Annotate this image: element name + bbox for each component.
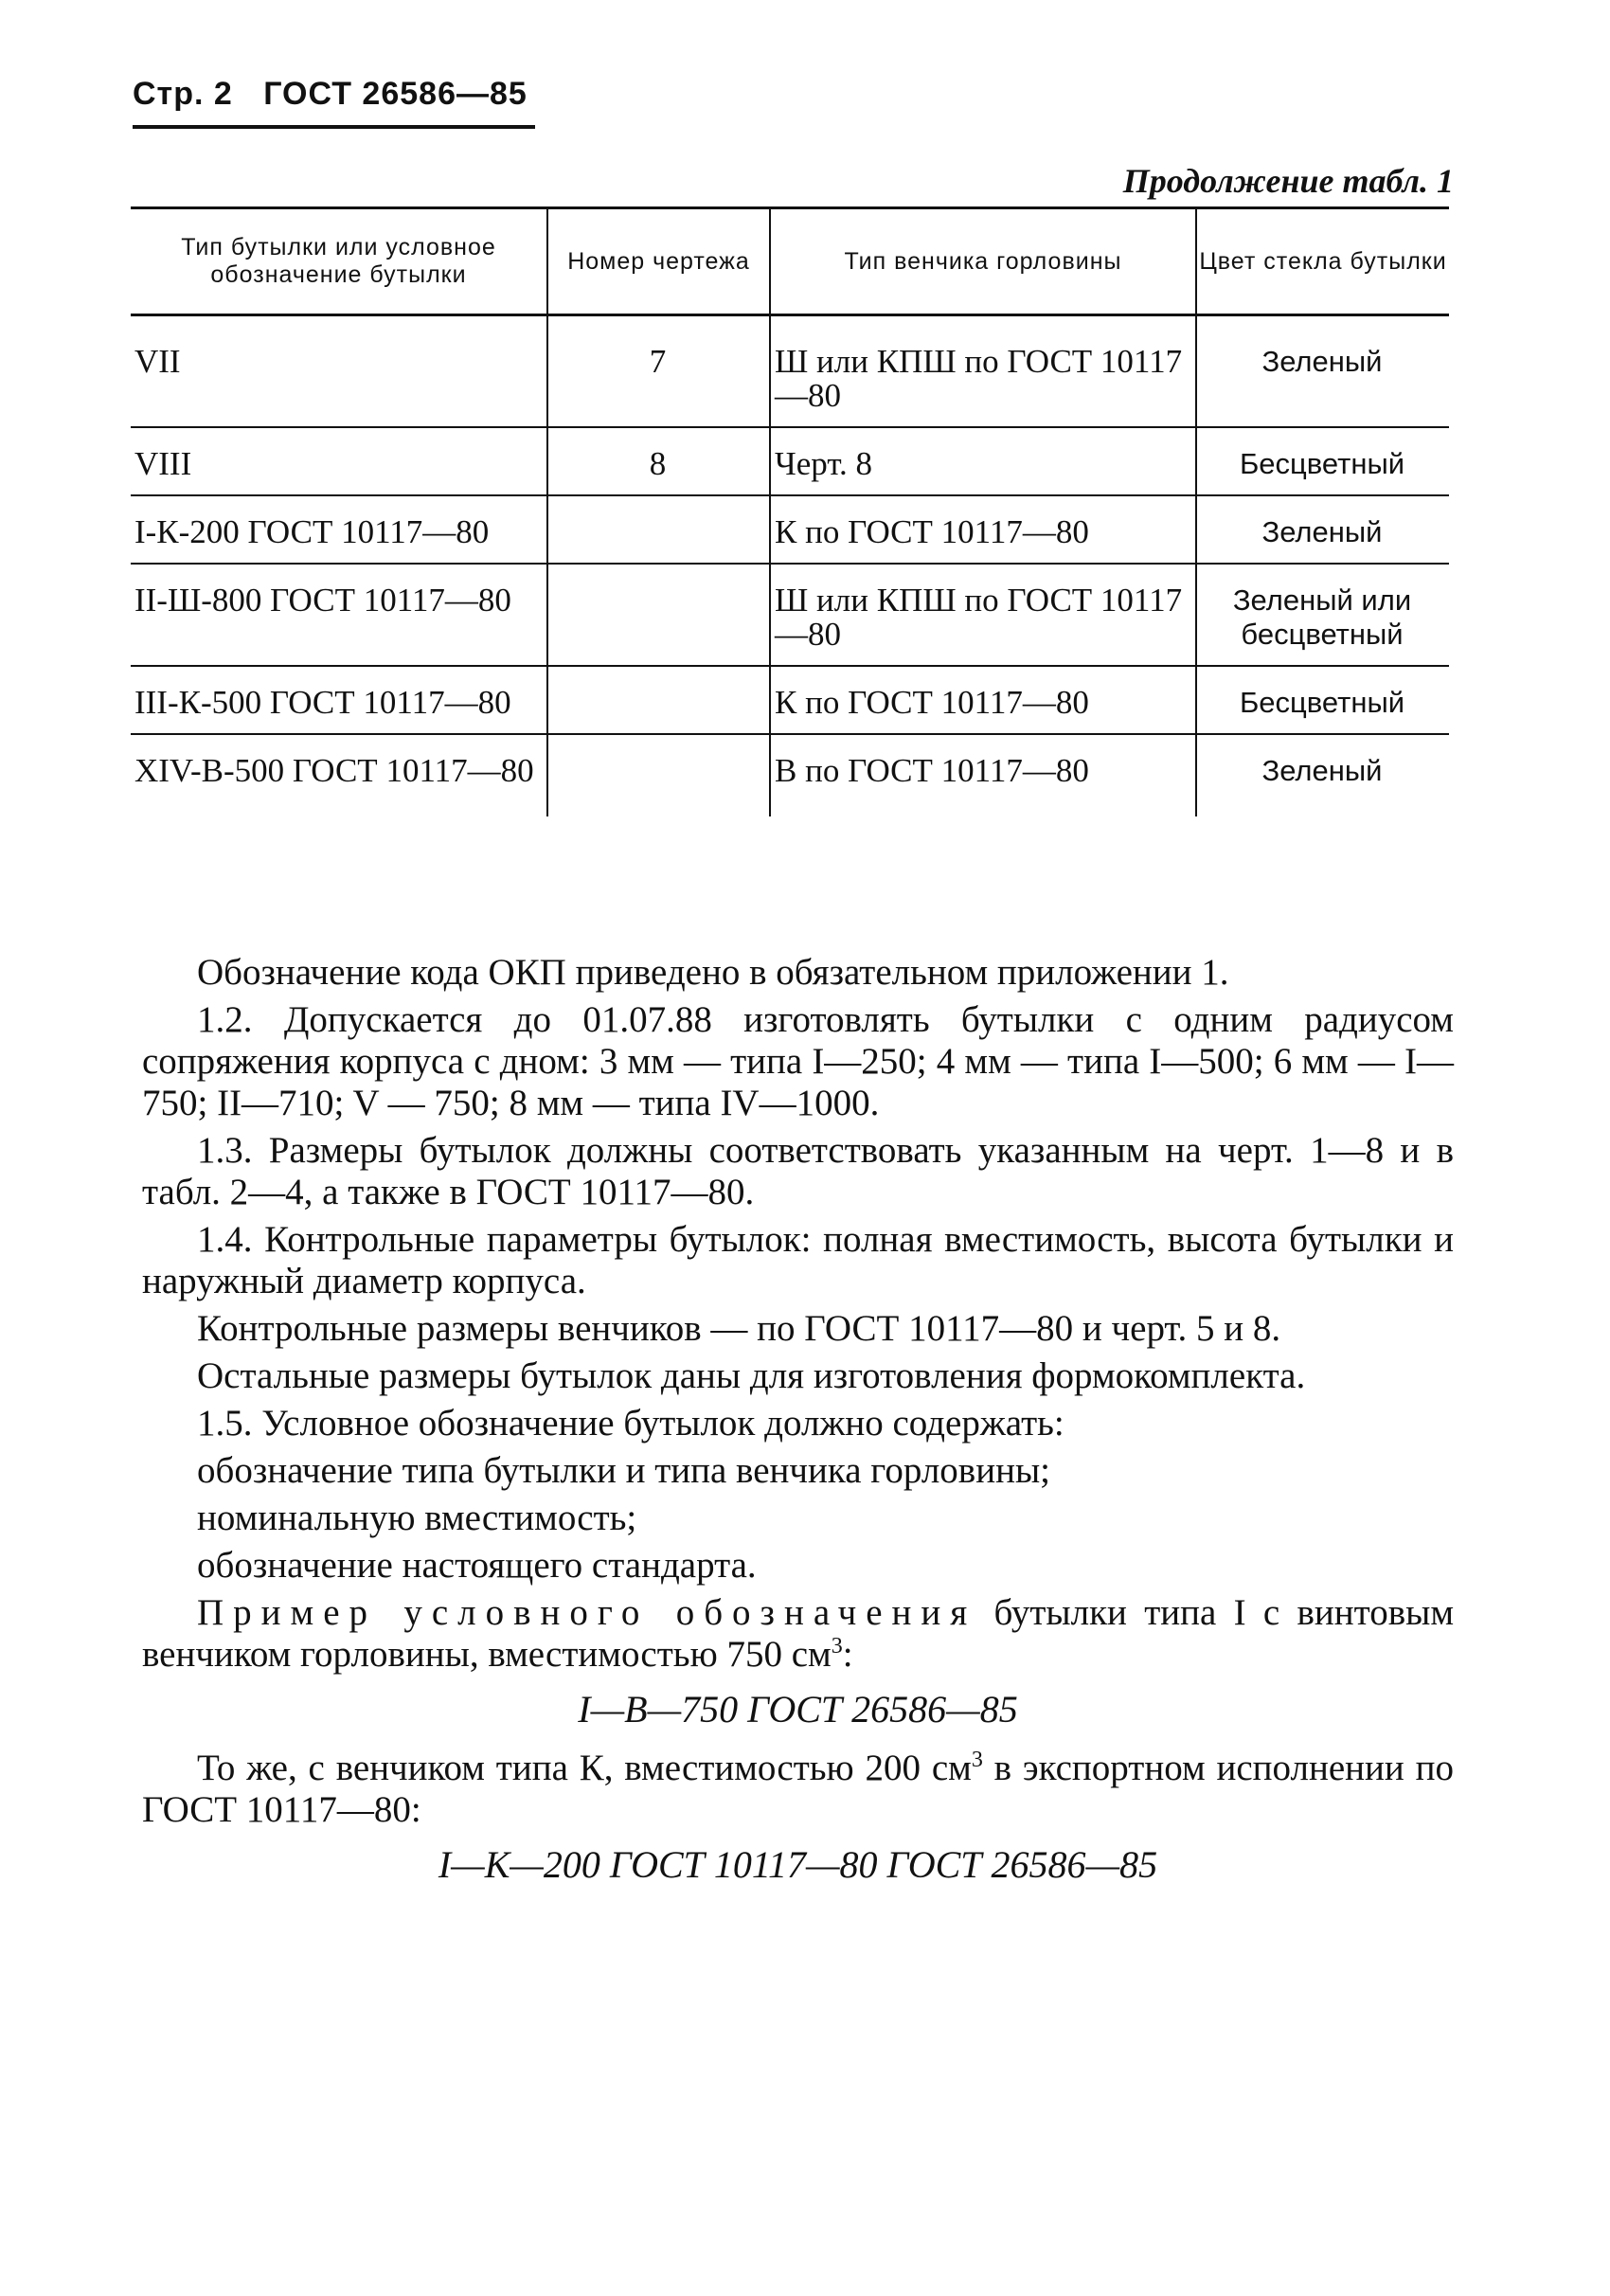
cell-finish: Ш или КПШ по ГОСТ 10117—80 bbox=[770, 564, 1196, 666]
cell-color: Зеленый bbox=[1196, 734, 1449, 816]
paragraph-okp: Обозначение кода ОКП приведено в обязательном приложении 1. bbox=[197, 952, 1229, 993]
table-row bbox=[131, 666, 1449, 734]
same-text-2: в экспортном исполнении по ГОСТ 10117—80: bbox=[142, 1748, 1454, 1830]
list-item: обозначение настоящего стандарта. bbox=[197, 1545, 757, 1586]
list-item: номинальную вместимость; bbox=[197, 1498, 637, 1538]
table-row bbox=[131, 734, 1449, 816]
header-rule bbox=[133, 125, 535, 129]
cell-type: VII bbox=[131, 315, 547, 428]
example-designation-2: I—К—200 ГОСТ 10117—80 ГОСТ 26586—85 bbox=[438, 1843, 1158, 1886]
cell-type: I-К-200 ГОСТ 10117—80 bbox=[131, 495, 547, 564]
cell-number bbox=[547, 564, 770, 666]
same-text: То же, с венчиком типа К, вместимостью 200 см bbox=[197, 1748, 972, 1788]
standard-number: ГОСТ 26586—85 bbox=[263, 76, 528, 112]
table-header-row bbox=[131, 208, 1449, 315]
cell-color: Зеленый или бесцветный bbox=[1196, 564, 1449, 666]
cell-type: VIII bbox=[131, 427, 547, 495]
paragraph-1-2: 1.2. Допускается до 01.07.88 изготовлять бутылки с одним радиусом сопряжения корпуса с дном: 3 мм — типа I—250; 4 мм — типа I—500; 6 мм — I—750; II—710; V — 750; 8 мм — типа IV—1000. bbox=[142, 999, 1454, 1123]
cell-type: XIV-В-500 ГОСТ 10117—80 bbox=[134, 752, 534, 789]
table-row bbox=[131, 315, 1449, 428]
cell-type: III-К-500 ГОСТ 10117—80 bbox=[131, 666, 547, 734]
superscript: 3 bbox=[971, 1748, 983, 1772]
cell-color: Бесцветный bbox=[1196, 666, 1449, 734]
cell-number bbox=[547, 495, 770, 564]
superscript: 3 bbox=[831, 1634, 843, 1659]
header-glass-color: Цвет стекла бутылки bbox=[1196, 208, 1449, 315]
cell-number bbox=[547, 666, 770, 734]
cell-finish: В по ГОСТ 10117—80 bbox=[770, 734, 1196, 816]
table-row bbox=[131, 427, 1449, 495]
page-header bbox=[133, 76, 548, 113]
cell-number: 8 bbox=[547, 427, 770, 495]
bottles-table bbox=[131, 206, 1449, 816]
table-continuation: Продолжение табл. 1 bbox=[1122, 162, 1454, 200]
body-text bbox=[142, 952, 1454, 1903]
table-row bbox=[131, 495, 1449, 564]
cell-color: Зеленый bbox=[1196, 495, 1449, 564]
table-row bbox=[131, 564, 1449, 666]
example-colon: : bbox=[842, 1634, 853, 1675]
cell-number: 7 bbox=[547, 315, 770, 428]
example-lead: Пример условного обозначения bbox=[197, 1592, 977, 1633]
header-drawing-number: Номер чертежа bbox=[547, 208, 770, 315]
paragraph-control-sizes: Контрольные размеры венчиков — по ГОСТ 10117—80 и черт. 5 и 8. bbox=[197, 1308, 1281, 1349]
cell-color: Бесцветный bbox=[1196, 427, 1449, 495]
cell-color: Зеленый bbox=[1196, 315, 1449, 428]
header-bottle-type: Тип бутылки или условное обозначение бутылки bbox=[131, 208, 547, 315]
cell-finish: Ш или КПШ по ГОСТ 10117—80 bbox=[770, 315, 1196, 428]
cell-finish: К по ГОСТ 10117—80 bbox=[770, 666, 1196, 734]
paragraph-other-sizes: Остальные размеры бутылок даны для изготовления формокомплекта. bbox=[197, 1355, 1306, 1396]
cell-finish: К по ГОСТ 10117—80 bbox=[770, 495, 1196, 564]
paragraph-1-3: 1.3. Размеры бутылок должны соответствовать указанным на черт. 1—8 и в табл. 2—4, а также в ГОСТ 10117—80. bbox=[142, 1130, 1454, 1212]
paragraph-example bbox=[142, 1592, 1454, 1676]
paragraph-1-4: 1.4. Контрольные параметры бутылок: полная вместимость, высота бутылки и наружный диаметр корпуса. bbox=[142, 1219, 1454, 1301]
list-item: обозначение типа бутылки и типа венчика горловины; bbox=[197, 1450, 1050, 1491]
cell-finish: Черт. 8 bbox=[770, 427, 1196, 495]
cell-type: II-Ш-800 ГОСТ 10117—80 bbox=[131, 564, 547, 666]
example-text: бутылки типа I с винтовым венчиком горловины, вместимостью 750 см bbox=[142, 1592, 1454, 1675]
paragraph-1-5: 1.5. Условное обозначение бутылок должно содержать: bbox=[197, 1403, 1064, 1444]
page-number: Стр. 2 bbox=[133, 76, 233, 112]
header-finish-type: Тип венчика горловины bbox=[770, 208, 1196, 315]
cell-number bbox=[547, 734, 770, 816]
paragraph-same bbox=[142, 1748, 1454, 1831]
example-designation-1: I—В—750 ГОСТ 26586—85 bbox=[578, 1688, 1018, 1731]
